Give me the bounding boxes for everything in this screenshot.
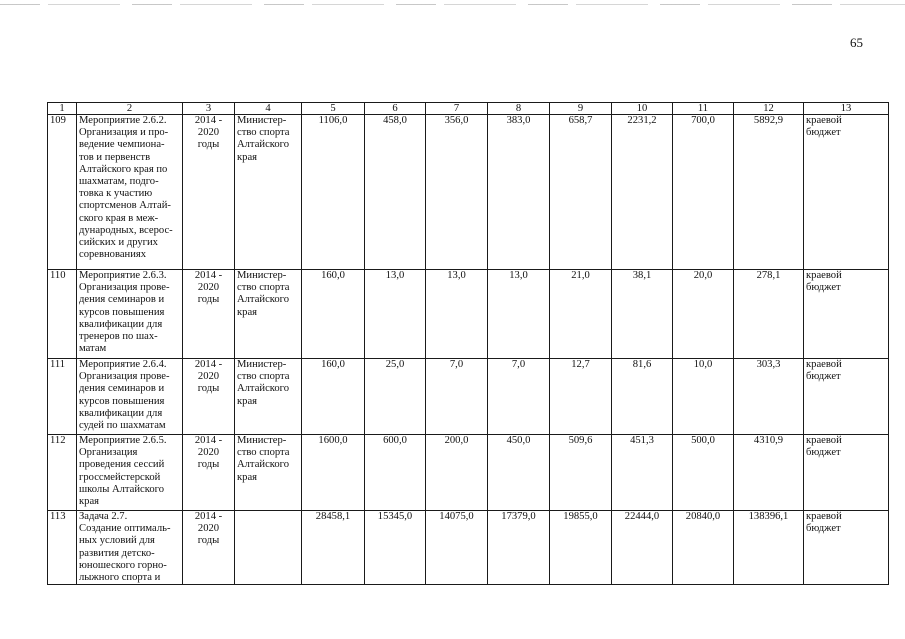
value-cell: 21,0 bbox=[550, 270, 612, 359]
column-header: 8 bbox=[488, 103, 550, 115]
column-header: 4 bbox=[235, 103, 302, 115]
period-text: 2014 - 2020 годы bbox=[194, 115, 223, 151]
row-number: 110 bbox=[48, 270, 77, 359]
value-cell: 509,6 bbox=[550, 435, 612, 511]
period bbox=[183, 435, 235, 511]
value-cell: 658,7 bbox=[550, 115, 612, 270]
period bbox=[183, 115, 235, 270]
funding-source-text: краевой бюджет bbox=[806, 511, 842, 535]
row-number: 109 bbox=[48, 115, 77, 270]
value-total-cell: 5892,9 bbox=[734, 115, 804, 270]
executor-text: Министер- ство спорта Алтайского края bbox=[237, 270, 290, 318]
value-total-cell: 138396,1 bbox=[734, 511, 804, 585]
value-cell: 2231,2 bbox=[612, 115, 673, 270]
table-row bbox=[48, 359, 889, 435]
value-total-cell: 278,1 bbox=[734, 270, 804, 359]
period-text: 2014 - 2020 годы bbox=[194, 270, 223, 306]
value-cell: 22444,0 bbox=[612, 511, 673, 585]
value-cell: 383,0 bbox=[488, 115, 550, 270]
value-cell: 14075,0 bbox=[426, 511, 488, 585]
column-header: 7 bbox=[426, 103, 488, 115]
value-cell: 13,0 bbox=[426, 270, 488, 359]
column-header: 6 bbox=[365, 103, 426, 115]
value-cell: 458,0 bbox=[365, 115, 426, 270]
column-header: 11 bbox=[673, 103, 734, 115]
table-row bbox=[48, 270, 889, 359]
value-cell: 25,0 bbox=[365, 359, 426, 435]
funding-source bbox=[804, 359, 889, 435]
value-cell: 19855,0 bbox=[550, 511, 612, 585]
period bbox=[183, 511, 235, 585]
funding-source-text: краевой бюджет bbox=[806, 359, 842, 383]
row-number: 111 bbox=[48, 359, 77, 435]
value-cell: 1106,0 bbox=[302, 115, 365, 270]
value-cell: 13,0 bbox=[488, 270, 550, 359]
value-cell: 450,0 bbox=[488, 435, 550, 511]
measure-name-text: Мероприятие 2.6.4. Организация прове- дения семинаров и курсов повышения квалификации для судей по шахматам bbox=[79, 359, 170, 432]
column-header: 13 bbox=[804, 103, 889, 115]
value-cell: 356,0 bbox=[426, 115, 488, 270]
executor-text: Министер- ство спорта Алтайского края bbox=[237, 435, 290, 483]
period-text: 2014 - 2020 годы bbox=[194, 359, 223, 395]
executor bbox=[235, 115, 302, 270]
value-cell: 7,0 bbox=[488, 359, 550, 435]
measure-name bbox=[77, 511, 183, 585]
column-header: 2 bbox=[77, 103, 183, 115]
row-number: 112 bbox=[48, 435, 77, 511]
value-cell: 38,1 bbox=[612, 270, 673, 359]
funding-source bbox=[804, 511, 889, 585]
table-row bbox=[48, 115, 889, 270]
measure-name bbox=[77, 435, 183, 511]
measure-name-text: Мероприятие 2.6.2. Организация и про- ведение чемпиона- тов и первенств Алтайского края по шахматам, подго- товка к участию спортсменов Алтай- ского края в меж- дународных, всерос- сийских и других соревнованиях bbox=[79, 115, 173, 261]
scan-artifact-line bbox=[0, 4, 905, 5]
executor bbox=[235, 359, 302, 435]
funding-source-text: краевой бюджет bbox=[806, 270, 842, 294]
value-cell: 20840,0 bbox=[673, 511, 734, 585]
column-header: 10 bbox=[612, 103, 673, 115]
period bbox=[183, 359, 235, 435]
value-cell: 451,3 bbox=[612, 435, 673, 511]
table-header-row bbox=[48, 103, 889, 115]
value-total-cell: 4310,9 bbox=[734, 435, 804, 511]
funding-source bbox=[804, 115, 889, 270]
table-row bbox=[48, 435, 889, 511]
funding-source bbox=[804, 435, 889, 511]
funding-source-text: краевой бюджет bbox=[806, 115, 842, 139]
page-number: 65 bbox=[850, 35, 863, 50]
value-cell: 500,0 bbox=[673, 435, 734, 511]
executor bbox=[235, 435, 302, 511]
budget-table bbox=[47, 102, 889, 585]
period bbox=[183, 270, 235, 359]
column-header: 9 bbox=[550, 103, 612, 115]
value-total-cell: 303,3 bbox=[734, 359, 804, 435]
value-cell: 20,0 bbox=[673, 270, 734, 359]
value-cell: 12,7 bbox=[550, 359, 612, 435]
measure-name-text: Мероприятие 2.6.5. Организация проведения сессий гроссмейстерской школы Алтайского края bbox=[79, 435, 167, 508]
period-text: 2014 - 2020 годы bbox=[194, 511, 223, 547]
column-header: 5 bbox=[302, 103, 365, 115]
period-text: 2014 - 2020 годы bbox=[194, 435, 223, 471]
column-header: 1 bbox=[48, 103, 77, 115]
value-cell: 15345,0 bbox=[365, 511, 426, 585]
value-cell: 200,0 bbox=[426, 435, 488, 511]
value-cell: 13,0 bbox=[365, 270, 426, 359]
executor-text: Министер- ство спорта Алтайского края bbox=[237, 359, 290, 407]
measure-name bbox=[77, 115, 183, 270]
value-cell: 160,0 bbox=[302, 359, 365, 435]
value-cell: 600,0 bbox=[365, 435, 426, 511]
measure-name-text: Задача 2.7. Создание оптималь- ных условий для развития детско- юношеского горно- лыжного спорта и bbox=[79, 511, 171, 584]
value-cell: 7,0 bbox=[426, 359, 488, 435]
value-cell: 700,0 bbox=[673, 115, 734, 270]
value-cell: 81,6 bbox=[612, 359, 673, 435]
value-cell: 160,0 bbox=[302, 270, 365, 359]
funding-source-text: краевой бюджет bbox=[806, 435, 842, 459]
row-number: 113 bbox=[48, 511, 77, 585]
value-cell: 1600,0 bbox=[302, 435, 365, 511]
table-row bbox=[48, 511, 889, 585]
executor-text: Министер- ство спорта Алтайского края bbox=[237, 115, 290, 163]
column-header: 12 bbox=[734, 103, 804, 115]
value-cell: 17379,0 bbox=[488, 511, 550, 585]
executor bbox=[235, 270, 302, 359]
measure-name bbox=[77, 270, 183, 359]
measure-name-text: Мероприятие 2.6.3. Организация прове- дения семинаров и курсов повышения квалификации для тренеров по шах- матам bbox=[79, 270, 170, 355]
column-header: 3 bbox=[183, 103, 235, 115]
value-cell: 28458,1 bbox=[302, 511, 365, 585]
funding-source bbox=[804, 270, 889, 359]
value-cell: 10,0 bbox=[673, 359, 734, 435]
executor bbox=[235, 511, 302, 585]
measure-name bbox=[77, 359, 183, 435]
